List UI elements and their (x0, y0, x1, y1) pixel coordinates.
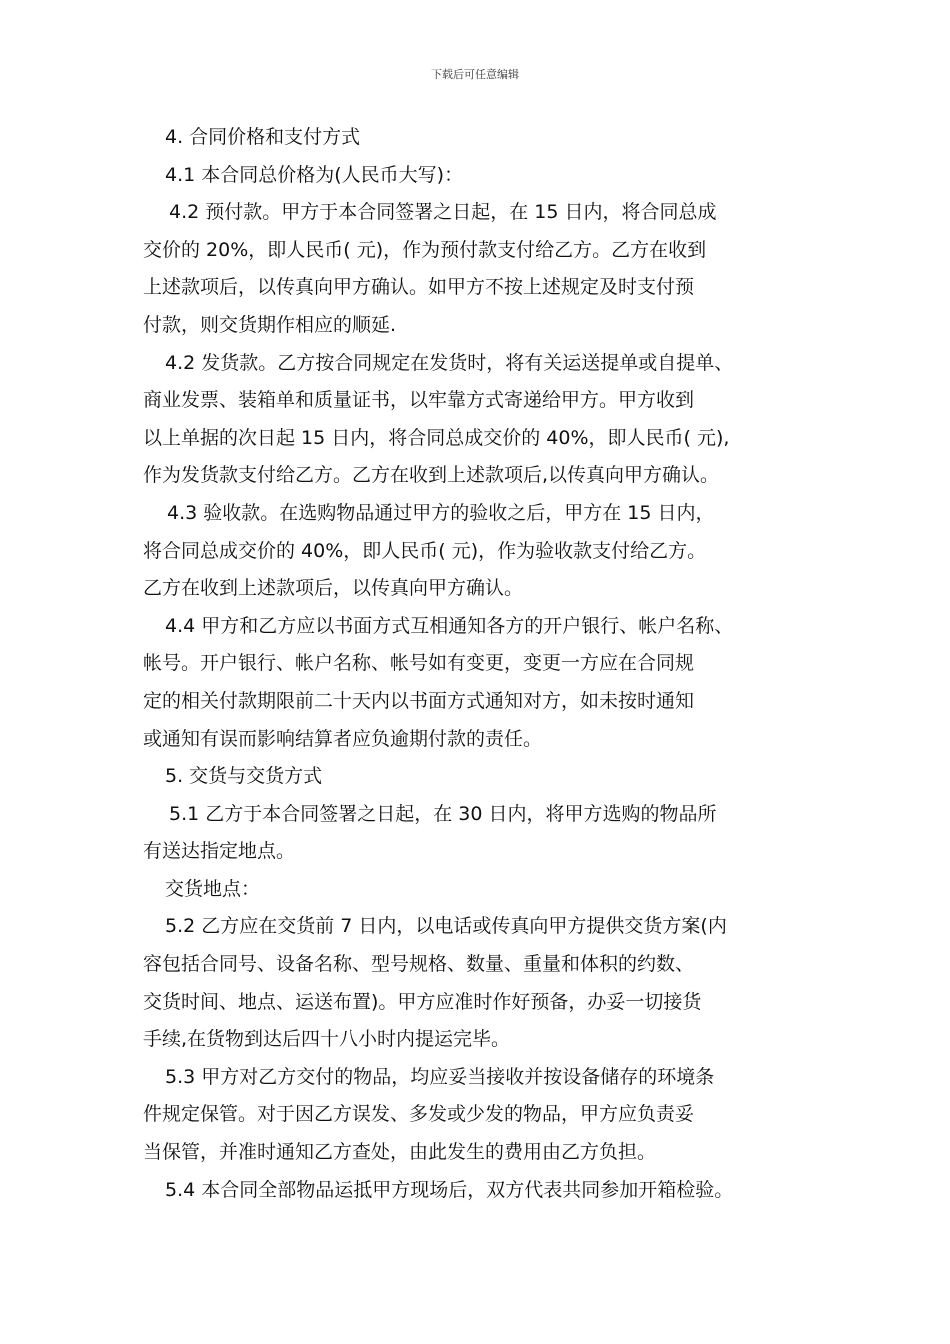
paragraph-line: 容包括合同号、设备名称、型号规格、数量、重量和体积的约数、 (143, 953, 695, 976)
paragraph-line: 4.3 验收款。在选购物品通过甲方的验收之后，甲方在 15 日内， (167, 501, 715, 524)
document-body (143, 119, 843, 1209)
paragraph-line: 5.3 甲方对乙方交付的物品，均应妥当接收并按设备储存的环境条 (165, 1065, 715, 1088)
paragraph-line: 交价的 20%，即人民币( 元)，作为预付款支付给乙方。乙方在收到 (143, 238, 707, 261)
paragraph-line: 帐号。开户银行、帐户名称、帐号如有变更，变更一方应在合同规 (143, 652, 695, 675)
paragraph-line: 交货时间、地点、运送布置)。甲方应准时作好预备，办妥一切接货 (143, 990, 702, 1013)
paragraph-line: 5.4 本合同全部物品运抵甲方现场后，双方代表共同参加开箱检验。 (165, 1178, 734, 1201)
paragraph-line: 有送达指定地点。 (143, 840, 296, 863)
paragraph-line: 4.4 甲方和乙方应以书面方式互相通知各方的开户银行、帐户名称、 (165, 614, 734, 637)
paragraph-line: 4.2 预付款。甲方于本合同签署之日起，在 15 日内，将合同总成 (169, 201, 717, 224)
paragraph-line: 上述款项后，以传真向甲方确认。如甲方不按上述规定及时支付预 (143, 276, 695, 299)
paragraph-line: 交货地点： (165, 877, 261, 900)
paragraph-line: 乙方在收到上述款项后，以传真向甲方确认。 (143, 577, 524, 600)
page-header: 下载后可任意编辑 (431, 68, 519, 81)
paragraph-line: 当保管，并准时通知乙方查处，由此发生的费用由乙方负担。 (143, 1141, 657, 1164)
paragraph-line: 付款，则交货期作相应的顺延. (143, 313, 397, 336)
paragraph-line: 作为发货款支付给乙方。乙方在收到上述款项后,以传真向甲方确认。 (143, 464, 720, 487)
section-heading-payment: 4. 合同价格和支付方式 (165, 126, 361, 148)
paragraph-line: 将合同总成交价的 40%，即人民币( 元)，作为验收款支付给乙方。 (143, 539, 707, 562)
paragraph-line: 4.2 发货款。乙方按合同规定在发货时，将有关运送提单或自提单、 (165, 351, 734, 374)
paragraph-line: 商业发票、装箱单和质量证书，以牢靠方式寄递给甲方。甲方收到 (143, 389, 695, 412)
paragraph-line: 5.1 乙方于本合同签署之日起，在 30 日内，将甲方选购的物品所 (169, 802, 717, 825)
paragraph-line: 以上单据的次日起 15 日内，将合同总成交价的 40%，即人民币( 元), (143, 426, 730, 449)
section-heading-delivery: 5. 交货与交货方式 (165, 765, 323, 788)
paragraph-line: 手续,在货物到达后四十八小时内提运完毕。 (143, 1028, 511, 1051)
paragraph-line: 定的相关付款期限前二十天内以书面方式通知对方，如未按时通知 (143, 689, 695, 712)
paragraph-line: 件规定保管。对于因乙方误发、多发或少发的物品，甲方应负责妥 (143, 1103, 695, 1126)
paragraph-line: 5.2 乙方应在交货前 7 日内，以电话或传真向甲方提供交货方案(内 (165, 915, 727, 938)
paragraph-line: 或通知有误而影响结算者应负逾期付款的责任。 (143, 727, 543, 750)
paragraph-line: 4.1 本合同总价格为(人民币大写)： (165, 163, 464, 186)
